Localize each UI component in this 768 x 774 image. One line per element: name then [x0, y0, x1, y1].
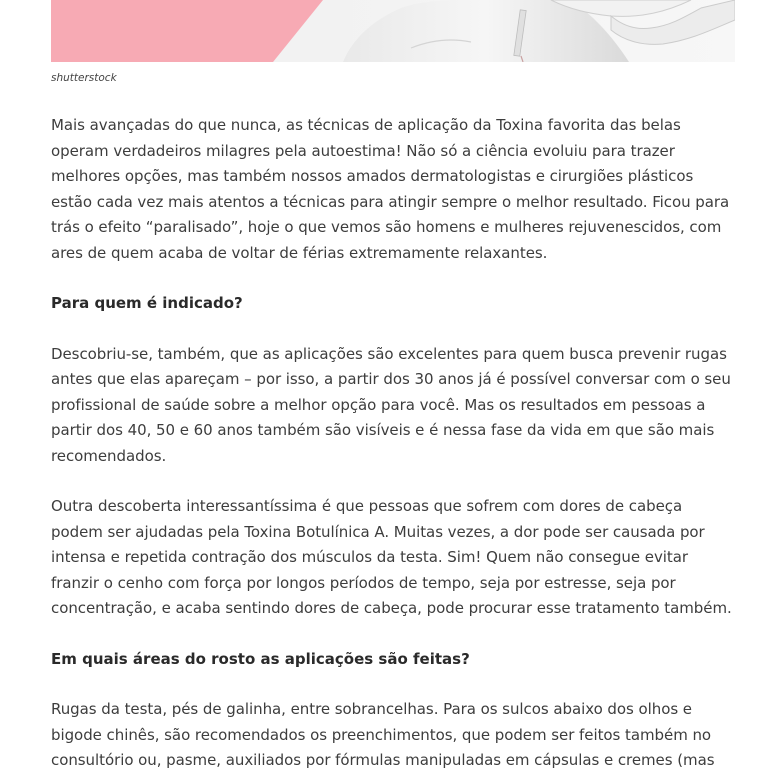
paragraph-indication: Descobriu-se, também, que as aplicações são excelentes para quem busca prevenir rugas antes que elas apareçam – por isso, a partir dos 30 anos já é possível conversar com o seu profissional de saúde sobre a melhor opção para você. Mas os resultados em pessoas a partir dos 40, 50 e 60 anos também são visíveis e é nessa fase da vida em que são mais recomendados.: [51, 344, 731, 465]
image-credit: shutterstock: [51, 72, 117, 84]
section-heading-indication: Para quem é indicado?: [51, 294, 243, 312]
section-heading-areas: Em quais áreas do rosto as aplicações são feitas?: [51, 649, 470, 668]
hero-image: [51, 0, 735, 62]
hero-photo: [51, 0, 735, 62]
paragraph-headache: Outra descoberta interessantíssima é que pessoas que sofrem com dores de cabeça podem ser ajudadas pela Toxina Botulínica A. Muitas vezes, a dor pode ser causada por intensa e repetida contração dos músculos da testa. Sim! Quem não consegue evitar franzir o cenho com força por longos períodos de tempo, seja por estresse, seja por concentração, e acaba sentindo dores de cabeça, pode procurar esse tratamento também.: [51, 497, 732, 617]
paragraph-intro: Mais avançadas do que nunca, as técnicas de aplicação da Toxina favorita das belas operam verdadeiros milagres pela autoestima! Não só a ciência evoluiu para trazer melhores opções, mas também nossos amados dermatologistas e cirurgiões plásticos estão cada vez mais atentos a técnicas para atingir sempre o melhor resultado. Ficou para trás o efeito “paralisado”, hoje o que vemos são homens e mulheres rejuvenescidos, com ares de quem acaba de voltar de férias extremamente relaxantes.: [51, 116, 730, 262]
paragraph-areas: Rugas da testa, pés de galinha, entre sobrancelhas. Para os sulcos abaixo dos olhos e bigode chinês, são recomendados os preenchimentos, que podem ser feitos também no consultório ou, pasme, auxiliados por fórmulas manipuladas em cápsulas e cremes (mas: [51, 700, 715, 769]
article: [51, 0, 735, 774]
